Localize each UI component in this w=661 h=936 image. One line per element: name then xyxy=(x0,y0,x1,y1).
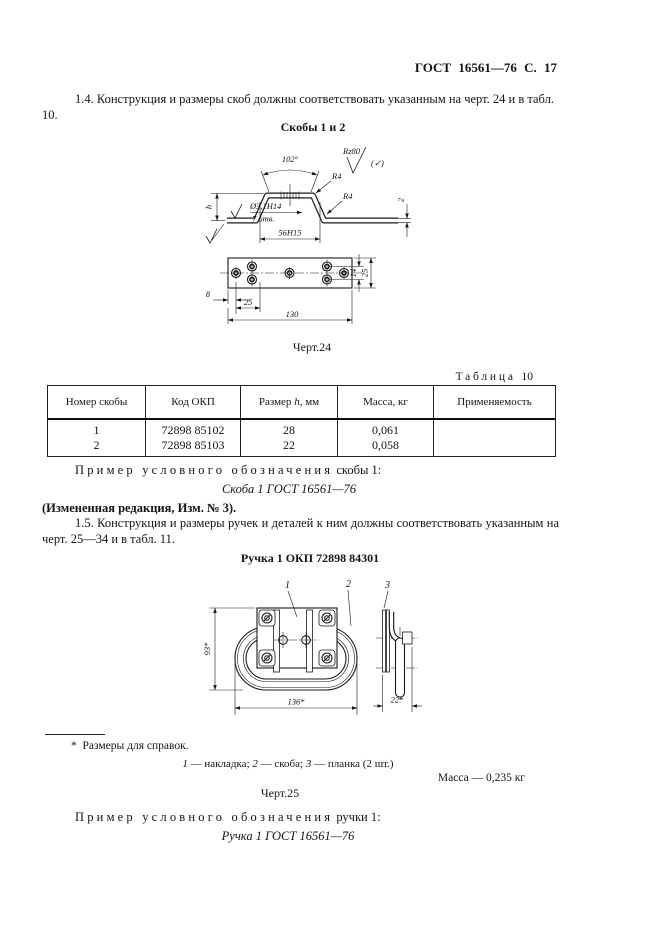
fig24-title: Скобы 1 и 2 xyxy=(280,120,346,134)
col-size: Размер h, мм xyxy=(241,386,338,420)
example1-designation: Скоба 1 ГОСТ 16561—76 xyxy=(221,482,357,496)
bracket-plan-view xyxy=(220,258,362,288)
roughness-mark xyxy=(342,146,384,173)
dim-thickness xyxy=(396,197,412,237)
table10-label: Таблица 10 xyxy=(455,371,533,383)
mass-note: Масса — 0,235 кг xyxy=(437,772,525,784)
example1-line: Пример условного обозначения скобы 1: xyxy=(75,463,382,477)
part2-label: 2 xyxy=(346,579,351,590)
col-code: Код ОКП xyxy=(146,386,241,420)
page-header: ГОСТ 16561—76 С. 17 xyxy=(414,60,557,75)
col-number: Номер скобы xyxy=(48,386,146,420)
dim-r4-side-label: R4 xyxy=(343,191,353,201)
dim-handle-length xyxy=(235,663,357,715)
dim-hole-pitch xyxy=(236,282,260,312)
table10-header-row xyxy=(48,386,556,420)
dim-thickness-label: 2 xyxy=(395,197,406,203)
dim-length xyxy=(228,290,352,324)
dim-edge-offset-label: 8 xyxy=(205,289,210,299)
dim-93-label: 93* xyxy=(202,642,212,656)
dim-r4-top-label: R4 xyxy=(332,171,342,181)
dim-r4-top xyxy=(316,171,342,193)
part1-label: 1 xyxy=(285,580,290,591)
amendment-note: (Измененная редакция, Изм. № 3). xyxy=(42,501,237,515)
dim-136-label: 136* xyxy=(287,696,305,707)
dim-height-label: h xyxy=(203,204,214,210)
roughness-value: Rz80 xyxy=(343,146,360,156)
dim-plate-width-label: 25 xyxy=(359,268,370,278)
table10 xyxy=(47,385,556,457)
dim-pair-pitch-label: 14 xyxy=(348,268,358,278)
fig24-caption: Черт.24 xyxy=(292,340,332,354)
dim-length-label: 130 xyxy=(285,309,299,319)
example2-line: Пример условного обозначения ручки 1: xyxy=(75,810,381,824)
part3-label: 3 xyxy=(385,580,390,591)
dim-opening-label: 56H15 xyxy=(278,227,302,238)
dim-handle-height xyxy=(202,608,255,690)
example2-designation: Ручка 1 ГОСТ 16561—76 xyxy=(221,829,355,843)
dim-hole-count: 7 отв. xyxy=(252,213,275,224)
col-app: Применяемость xyxy=(434,386,556,420)
col-mass: Масса, кг xyxy=(338,386,434,420)
fig25-legend: 1 — накладка; 2 — скоба; 3 — планка (2 шт.) xyxy=(182,758,394,770)
table-row: 2 72898 85103 22 0,058 xyxy=(48,438,556,457)
footnote-rule xyxy=(45,734,105,735)
footnote-text: * Размеры для справок. xyxy=(71,740,189,752)
dim-angle-label: 102° xyxy=(281,154,299,164)
fig25-title: Ручка 1 ОКП 72898 84301 xyxy=(240,551,380,565)
dim-hole-dia: Ø3,1H14 xyxy=(250,201,282,211)
dim-hole-pitch-label: 25 xyxy=(243,297,253,307)
dim-hole xyxy=(249,201,302,224)
paragraph-1-5: 1.5. Конструкция и размеры ручек и деталей к ним должны соответствовать указанным на черт. 25—34 и в табл. 11. xyxy=(42,516,559,546)
fig25-drawing xyxy=(185,575,470,730)
dim-r4-side xyxy=(327,191,353,214)
handle-side-view xyxy=(373,610,422,712)
paragraph-1-4: 1.4. Конструкция и размеры скоб должны соответствовать указанным на черт. 24 и в табл. 10. xyxy=(42,92,554,122)
roughness-alt: (✓) xyxy=(371,158,384,168)
handle-plate xyxy=(257,608,337,672)
table-row: 1 72898 85102 28 0,061 xyxy=(48,419,556,438)
fig24-drawing xyxy=(140,142,430,334)
dim-22-label: 22* xyxy=(390,694,404,705)
fig25-caption: Черт.25 xyxy=(260,786,300,800)
